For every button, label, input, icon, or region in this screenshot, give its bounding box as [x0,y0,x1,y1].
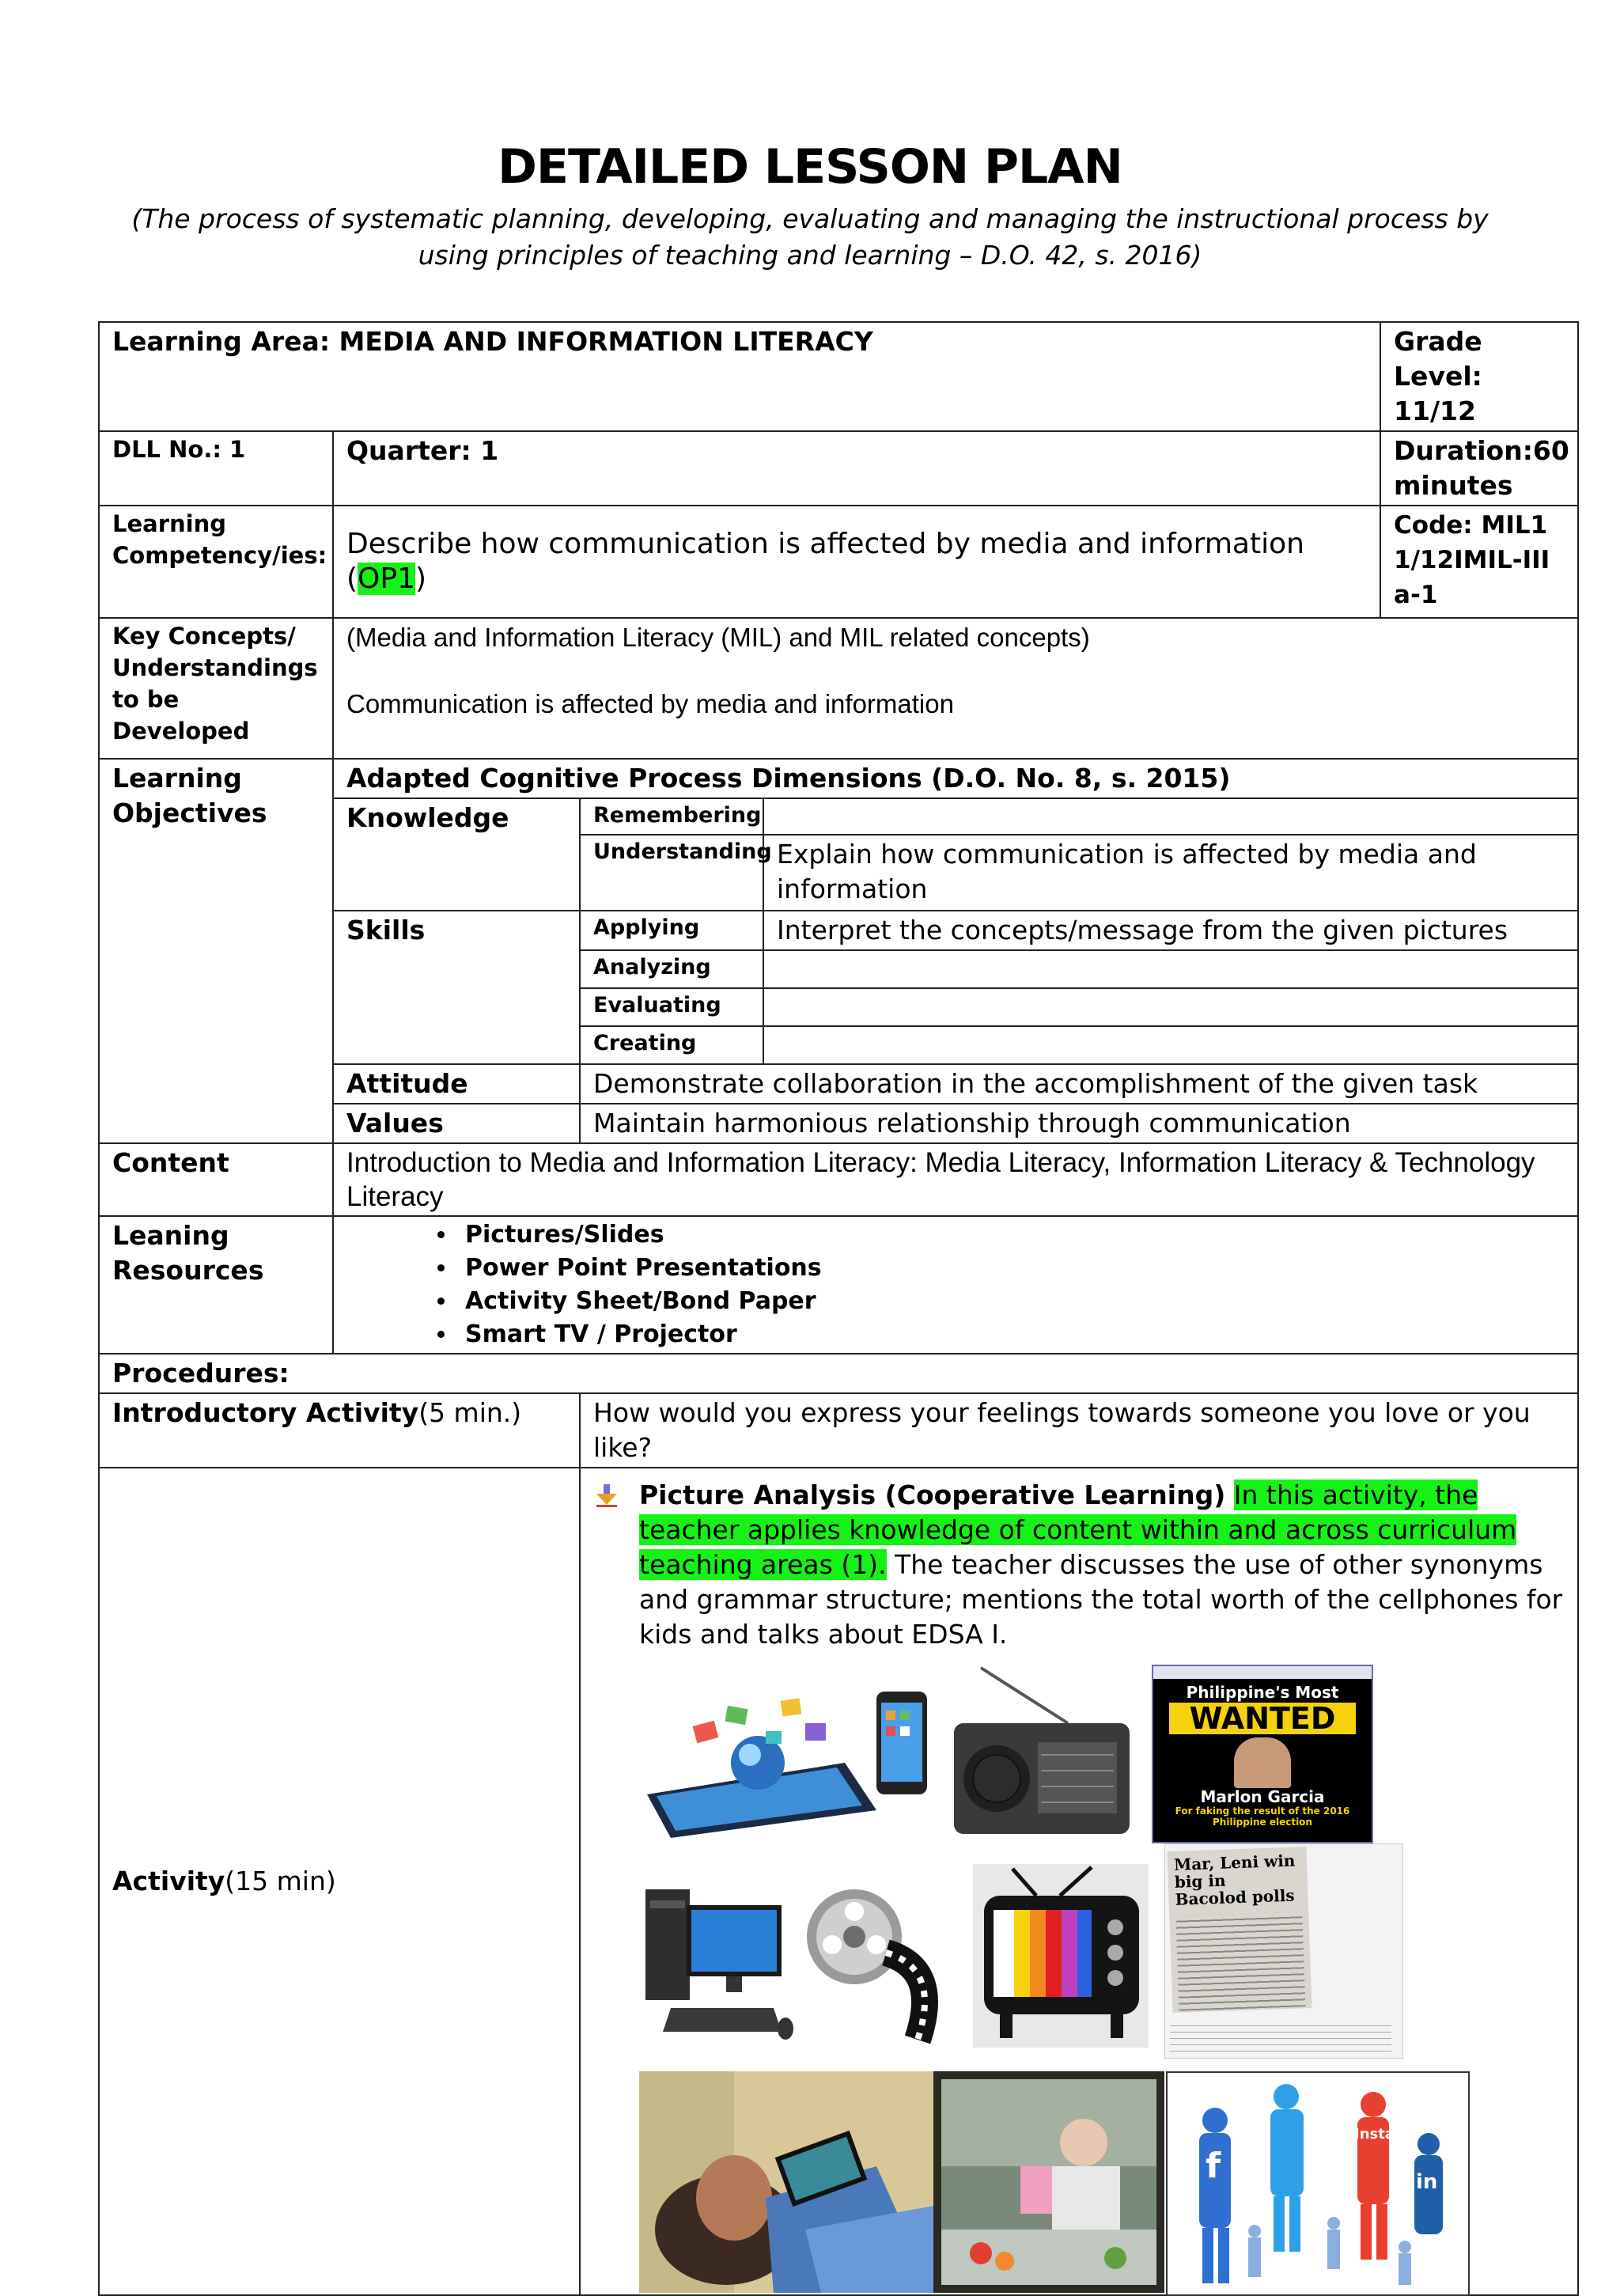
resources-list [346,1218,1565,1351]
activity-rest: The teacher discusses the use of other synonyms and grammar structure; mentions the total worth of the cellphones for kids and talks about EDSA I. [639,1549,1563,1650]
competency-code: Code: MIL11/12IMIL-IIIa-1 [1380,506,1578,618]
facebook-label: f [1206,2146,1221,2186]
activity-label: Activity [112,1866,225,1896]
row-procedures [99,1354,1578,1393]
retro-tv-image [973,1864,1149,2048]
attitude-value: Demonstrate collaboration in the accomplishment of the given task [580,1064,1578,1104]
arrow-bullet-icon [593,1483,620,1510]
picture-collage [593,1660,1565,2293]
understanding-label: Understanding [580,835,763,911]
resource-item: • Power Point Presentations [457,1252,1565,1285]
wanted-photo [1234,1737,1291,1788]
duration-cell: Duration:60 minutes [1380,431,1578,506]
social-media-image [1166,2071,1470,2296]
tablet-media-image [639,1676,933,1842]
news-comment-lines [1170,2020,1391,2052]
row-resources [99,1216,1578,1354]
creating-label: Creating [580,1026,763,1064]
understanding-value: Explain how communication is affected by media and information [763,835,1578,911]
wanted-top-text: Philippine's Most [1186,1683,1339,1702]
analyzing-label: Analyzing [580,950,763,988]
creating-value [763,1026,1578,1064]
content-label: Content [99,1143,333,1216]
activity-content [580,1468,1578,2295]
page-title: DETAILED LESSON PLAN [498,139,1122,195]
evaluating-value [763,988,1578,1026]
competency-close: ) [415,563,427,595]
resources-label: Leaning Resources [99,1216,333,1354]
key-concepts-cell [333,618,1578,759]
activity-title: Picture Analysis (Cooperative Learning) [639,1480,1226,1510]
wanted-caption: For faking the result of the 2016 Philippine election [1175,1805,1350,1828]
row-objectives-heading [99,759,1578,798]
analyzing-value [763,950,1578,988]
evaluating-label: Evaluating [580,988,763,1026]
intro-label-cell [99,1393,580,1468]
girl-with-tablet-image [639,2071,933,2293]
resources-cell [333,1216,1578,1354]
film-reel-image [799,1881,965,2048]
applying-label: Applying [580,911,763,950]
applying-value: Interpret the concepts/message from the given pictures [763,911,1578,950]
values-value: Maintain harmonious relationship through communication [580,1104,1578,1143]
wanted-word: WANTED [1169,1703,1356,1734]
linkedin-label: in [1416,2170,1438,2194]
values-label: Values [333,1104,580,1143]
competency-label: Learning Competency/ies: [99,506,333,618]
content-text: Introduction to Media and Information Literacy: Media Literacy, Information Literacy & Technology Literacy [333,1143,1578,1216]
knowledge-label: Knowledge [333,798,580,911]
dll-no-cell: DLL No.: 1 [99,431,333,506]
resource-item: • Activity Sheet/Bond Paper [457,1285,1565,1318]
row-dll [99,431,1578,506]
remembering-value [763,798,1578,835]
quarter-cell: Quarter: 1 [333,431,1380,506]
row-content [99,1143,1578,1216]
skills-label: Skills [333,911,580,1064]
learning-area-cell: Learning Area: MEDIA AND INFORMATION LITERACY [99,322,1380,431]
remembering-label: Remembering [580,798,763,835]
row-activity [99,1468,1578,2295]
row-introductory [99,1393,1578,1468]
lesson-plan-table [98,321,1579,2296]
resource-item: • Smart TV / Projector [457,1318,1565,1351]
page-subtitle: (The process of systematic planning, developing, evaluating and managing the instructional process by using principles of teaching and learning – D.O. 42, s. 2016) [131,203,1489,271]
row-learning-area [99,322,1578,431]
activity-bullet [593,1478,1565,1652]
activity-description [639,1478,1565,1652]
activity-time: (15 min) [225,1866,336,1896]
competency-text: Describe how communication is affected by media and information ( [346,528,1304,595]
activity-label-cell [99,1468,580,2295]
competency-text-cell [333,506,1380,618]
objectives-label: Learning Objectives [99,759,333,1143]
key-concepts-label: Key Concepts/ Understandings to be Developed [99,618,333,759]
radio-image [949,1660,1136,1842]
activity-highlight: In this activity, the teacher applies knowledge of content within and across curriculum teaching areas (1). [639,1480,1517,1580]
row-key-concepts [99,618,1578,759]
key-concept-2: Communication is affected by media and information [346,689,954,718]
competency-tag: OP1 [358,563,415,595]
procedures-label: Procedures: [99,1354,1578,1393]
newspaper-image [1164,1843,1403,2059]
key-concept-1: (Media and Information Literacy (MIL) and MIL related concepts) [346,623,1090,652]
tv-commercial-image [933,2071,1164,2293]
wanted-name: Marlon Garcia [1200,1787,1325,1806]
resource-item: • Pictures/Slides [457,1218,1565,1252]
intro-time: (5 min.) [418,1397,522,1428]
intro-text: How would you express your feelings towards someone you love or you like? [580,1393,1578,1468]
news-clipping [1167,1847,1312,2013]
grade-level-cell: Grade Level: 11/12 [1380,322,1578,431]
attitude-label: Attitude [333,1064,580,1104]
news-body-lines [1175,1911,1305,2011]
row-competency [99,506,1578,618]
wanted-poster-image [1152,1665,1373,1843]
news-headline: Mar, Leni win big in Bacolod polls [1173,1851,1296,1909]
intro-label: Introductory Activity [112,1397,419,1428]
instagram-label: Insta [1354,2126,1395,2143]
objectives-heading: Adapted Cognitive Process Dimensions (D.O. No. 8, s. 2015) [333,759,1578,798]
desktop-computer-image [639,1874,797,2048]
